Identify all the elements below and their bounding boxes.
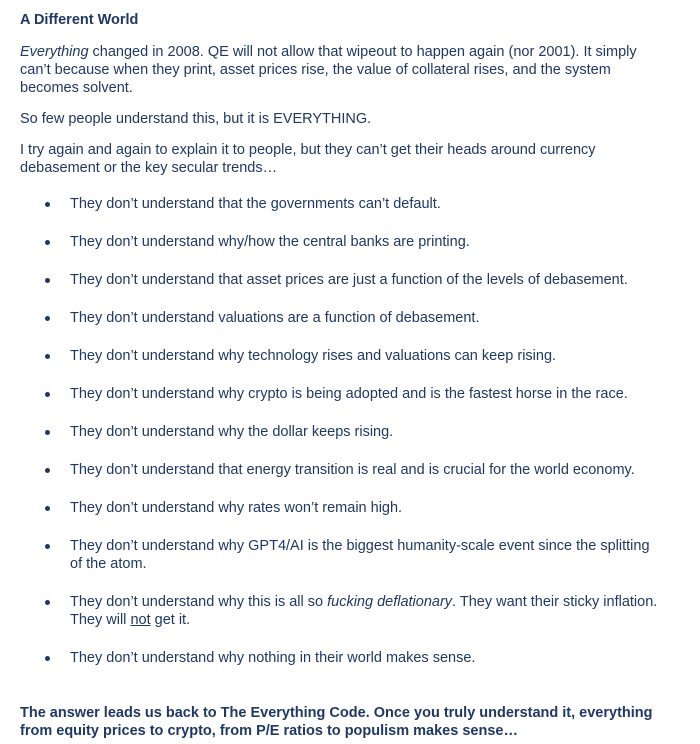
section-title: A Different World xyxy=(20,12,139,28)
list-item-sticky-inflation xyxy=(20,593,660,629)
document-body xyxy=(20,10,660,740)
list-item xyxy=(20,271,660,289)
bullet-icon xyxy=(45,656,50,661)
list-item-text: They don’t understand why/how the central banks are printing. xyxy=(70,234,470,250)
bullet-icon xyxy=(45,392,50,397)
list-item-text: They don’t understand why nothing in their world makes sense. xyxy=(70,650,476,666)
list-item-text xyxy=(70,594,657,628)
bullet-icon xyxy=(45,240,50,245)
underline-not: not xyxy=(130,612,151,628)
text-fragment: get it. xyxy=(150,612,191,628)
emphasis-deflationary: fucking deflationary xyxy=(327,594,453,610)
list-item-text: They don’t understand that energy transition is real and is crucial for the world economy. xyxy=(70,462,635,478)
text-fragment: . They want their sticky inflation. They will xyxy=(70,594,658,628)
list-item-text: They don’t understand why GPT4/AI is the biggest humanity-scale event since the splitting of the atom. xyxy=(70,538,650,572)
paragraph-try-again: I try again and again to explain it to people, but they can’t get their heads around currency debasement or the key secular trends… xyxy=(20,142,596,176)
paragraph-few-understand: So few people understand this, but it is EVERYTHING. xyxy=(20,111,372,127)
list-item xyxy=(20,537,660,573)
paragraph-everything-changed xyxy=(20,43,660,97)
bullet-icon xyxy=(45,278,50,283)
bullet-icon xyxy=(45,316,50,321)
list-item xyxy=(20,461,660,479)
list-item xyxy=(20,347,660,365)
list-item-text: They don’t understand why crypto is being adopted and is the fastest horse in the race. xyxy=(70,386,628,402)
list-item xyxy=(20,423,660,441)
list-item xyxy=(20,309,660,327)
list-item xyxy=(20,195,660,213)
bullet-icon xyxy=(45,506,50,511)
emphasis-everything: Everything xyxy=(20,44,89,60)
bullet-icon xyxy=(45,544,50,549)
bullet-icon xyxy=(45,430,50,435)
conclusion-paragraph: The answer leads us back to The Everything Code. Once you truly understand it, everything from equity prices to crypto, from P/E ratios to populism makes sense… xyxy=(20,705,653,739)
list-item xyxy=(20,233,660,251)
list-item-text: They don’t understand why rates won’t remain high. xyxy=(70,500,403,516)
list-item-text: They don’t understand why the dollar keeps rising. xyxy=(70,424,394,440)
list-item xyxy=(20,649,660,667)
list-item xyxy=(20,499,660,517)
paragraph-text: changed in 2008. QE will not allow that wipeout to happen again (nor 2001). It simply can’t because when they print, asset prices rise, the value of collateral rises, and the system becomes solvent. xyxy=(20,44,637,96)
bullet-icon xyxy=(45,354,50,359)
bullet-icon xyxy=(45,468,50,473)
list-item xyxy=(20,385,660,403)
bullet-list xyxy=(20,195,660,667)
text-fragment: They don’t understand why this is all so xyxy=(70,594,328,610)
list-item-text: They don’t understand that the governments can’t default. xyxy=(70,196,441,212)
list-item-text: They don’t understand why technology rises and valuations can keep rising. xyxy=(70,348,557,364)
list-item-text: They don’t understand valuations are a function of debasement. xyxy=(70,310,480,326)
list-item-text: They don’t understand that asset prices are just a function of the levels of debasement. xyxy=(70,272,628,288)
bullet-icon xyxy=(45,600,50,605)
bullet-icon xyxy=(45,202,50,207)
